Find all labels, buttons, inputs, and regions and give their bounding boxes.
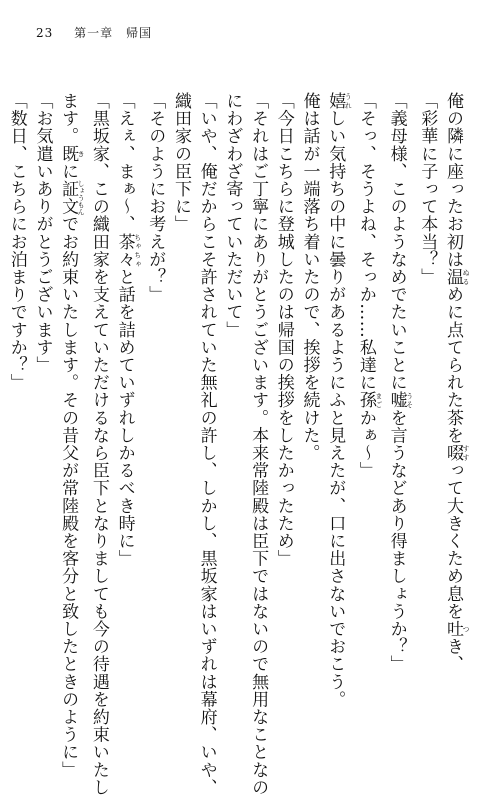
ruby-base: 茶々 [114, 232, 135, 269]
text-segment: かぁ～」 [355, 408, 376, 480]
ruby-annotation [443, 268, 470, 286]
ruby-base: 嬉 [325, 92, 346, 110]
text-line [352, 92, 383, 684]
ruby-reading: つ [462, 620, 470, 638]
text-line [54, 92, 86, 779]
text-line [111, 92, 142, 684]
page-number: 23 [36, 26, 54, 40]
ruby-annotation [58, 180, 86, 216]
text-line [29, 92, 55, 684]
ruby-base: 既 [58, 144, 79, 163]
text-line [244, 92, 270, 796]
text-line [414, 92, 440, 684]
text-line [439, 92, 470, 684]
text-segment: 「そのようにお考えが？」 [145, 92, 166, 304]
ruby-base: 嘘 [386, 391, 407, 409]
ruby-base: 温 [443, 268, 463, 286]
text-line [270, 92, 296, 684]
text-segment: でお約束いたします。その昔父が常陸殿を客分と致したときのように」 [58, 215, 79, 779]
chapter-title: 帰国 [125, 26, 152, 40]
ruby-annotation [443, 620, 470, 638]
text-line [296, 92, 322, 684]
text-segment: 「数日、こちらにお泊まりですか？」 [6, 92, 27, 392]
running-header [36, 24, 152, 41]
ruby-base: 証文 [58, 180, 79, 216]
text-segment: 「それはご丁寧にありがとうございます。本来常陸殿は臣下ではないので無用なことなの [248, 92, 269, 796]
ruby-reading: うそ [405, 391, 414, 409]
text-segment: 「義母様、このようなめでたいことに [386, 92, 407, 392]
text-line [383, 92, 414, 684]
text-segment: 「黒坂家、この織田家を支えていただけるなら臣下となりましても今の待遇を約束いたし [88, 92, 109, 796]
ruby-annotation [355, 391, 383, 409]
ruby-reading: ぬる [462, 268, 470, 286]
text-segment: 「そっ、そうよね、そっか……私達に [355, 92, 376, 392]
text-line [167, 92, 193, 684]
chapter-label: 第一章 [74, 26, 114, 40]
text-segment: ます。 [58, 92, 79, 145]
ruby-annotation [386, 391, 414, 409]
text-segment: にわざわざ寄っていただいて」 [222, 92, 243, 339]
text-segment: 俺は話が一端落ち着いたので、挨拶を続けた。 [299, 92, 320, 462]
text-line [193, 92, 219, 796]
ruby-base: 啜 [443, 444, 463, 462]
text-segment: と話を詰めていずれしかるべき時に」 [114, 268, 135, 568]
ruby-reading: まご [374, 391, 383, 409]
text-segment: 織田家の臣下に」 [170, 92, 191, 233]
text-segment: めに点てられた茶を [443, 285, 463, 445]
ruby-base: 孫 [355, 391, 376, 409]
ruby-annotation [443, 444, 470, 462]
text-line [3, 92, 29, 684]
text-segment: に [58, 162, 79, 181]
ruby-reading: しょうもん [77, 180, 86, 216]
ruby-annotation [114, 232, 142, 269]
ruby-base: 吐 [443, 620, 463, 638]
text-segment: 「彩華に子って本当？」 [417, 92, 438, 286]
ruby-reading: すす [462, 444, 470, 462]
text-segment: き、 [443, 637, 463, 673]
text-segment: 「今日こちらに登城したのは帰国の挨拶をしたかったため」 [273, 92, 294, 568]
vertical-body-text [6, 92, 470, 796]
text-segment: 「いや、俺だからこそ許されていた無礼の許し、しかし、黒坂家はいずれは幕府、いや、 [196, 92, 217, 796]
text-line [321, 92, 353, 709]
text-segment: を言うなどあり得ましょうか？」 [386, 408, 407, 673]
text-line [85, 92, 111, 796]
text-segment: って大きくため息を [443, 461, 463, 621]
text-segment: 「えぇ、まぁ～、 [114, 92, 135, 233]
text-line [219, 92, 245, 684]
ruby-annotation [58, 144, 86, 163]
ruby-reading: うれ [344, 92, 353, 110]
text-segment: 俺の隣に座ったお初は [443, 92, 463, 268]
text-segment: しい気持ちの中に曇りがあるようにふと見えたが、口に出さないでおこう。 [325, 109, 346, 709]
text-line [142, 92, 168, 684]
ruby-reading: ちゃちゃ [133, 232, 142, 268]
ruby-annotation [325, 92, 353, 110]
ruby-reading: き [77, 144, 86, 163]
text-segment: 「お気遣いありがとうございます」 [32, 92, 53, 374]
